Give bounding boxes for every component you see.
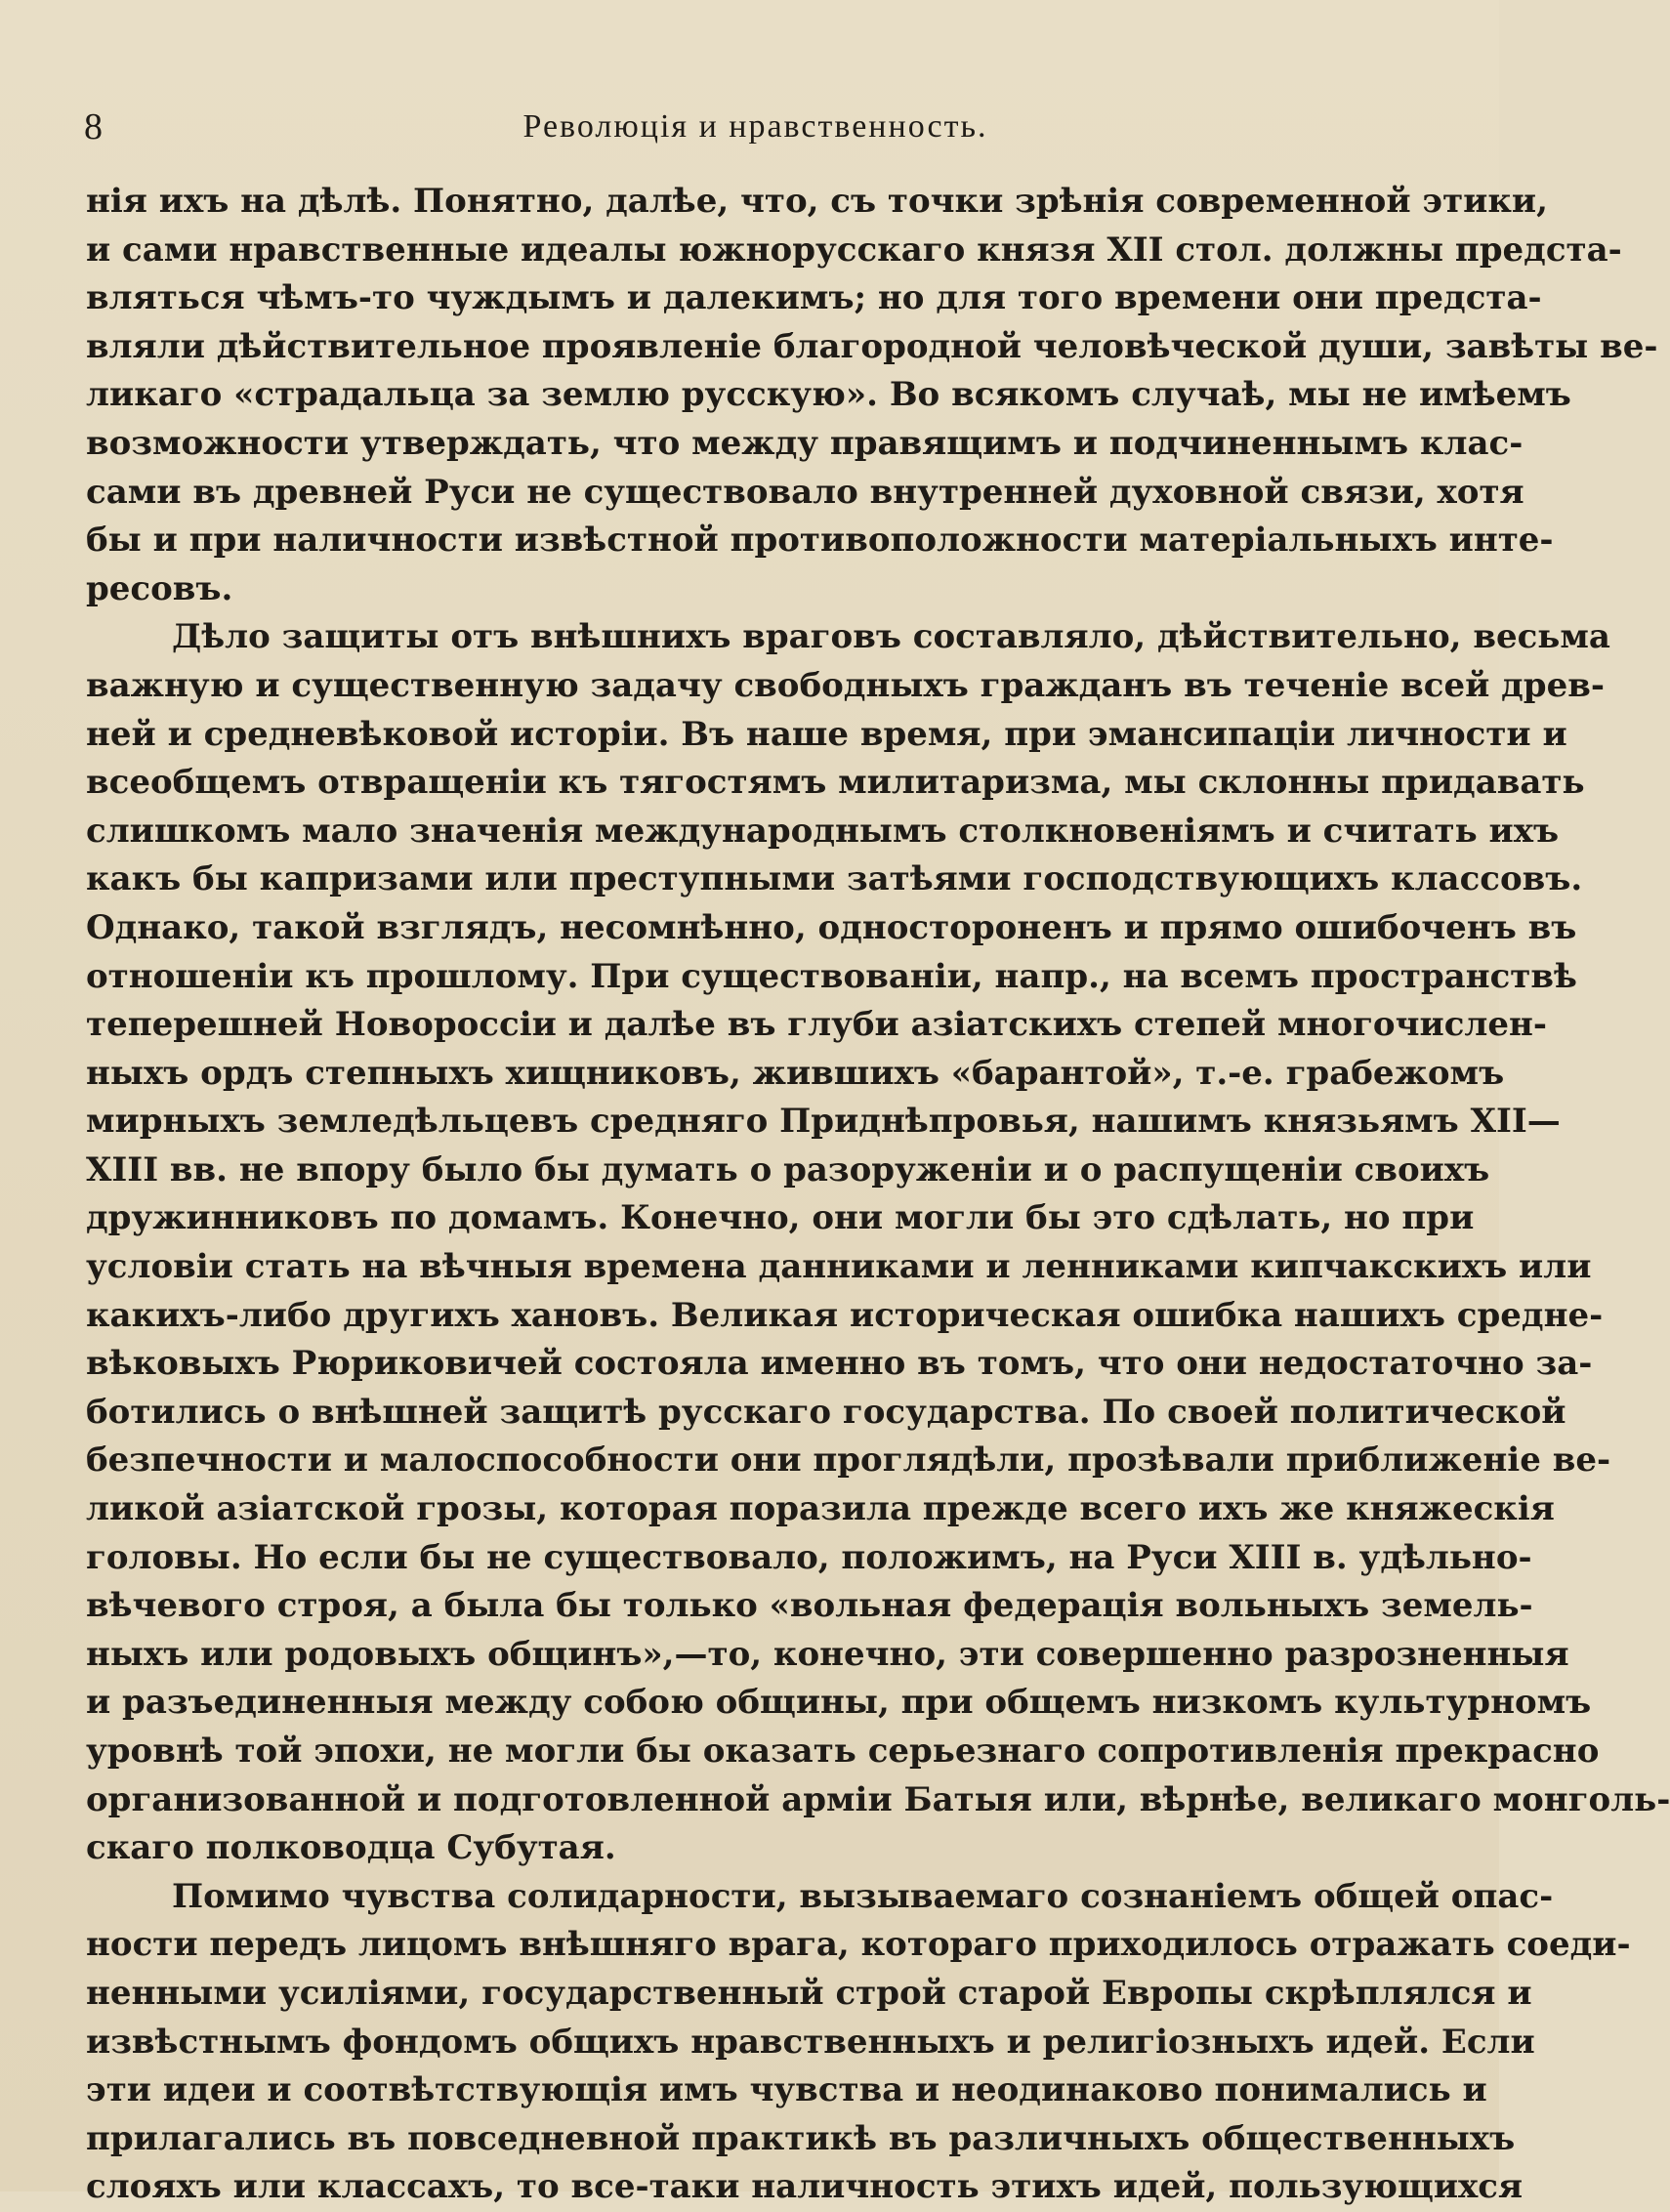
- text-line: вѣчевого строя, а была бы только «вольная федерація вольныхъ земель-: [86, 1586, 1533, 1626]
- text-line: возможности утверждать, что между правящимъ и подчиненнымъ клас-: [86, 423, 1524, 463]
- text-line: вѣковыхъ Рюриковичей состояла именно въ томъ, что они недостаточно за-: [86, 1344, 1593, 1384]
- text-line: организованной и подготовленной арміи Батыя или, вѣрнѣе, великаго монголь-: [86, 1779, 1670, 1819]
- text-line: извѣстнымъ фондомъ общихъ нравственныхъ и религіозныхъ идей. Если: [86, 2022, 1535, 2062]
- text-line: прилагались въ повседневной практикѣ въ различныхъ общественныхъ: [86, 2118, 1516, 2158]
- running-title: Революція и нравственность.: [522, 108, 988, 145]
- text-line: теперешней Новороссіи и далѣе въ глуби азіатскихъ степей многочислен-: [86, 1005, 1547, 1045]
- text-line: важную и существенную задачу свободныхъ гражданъ въ теченіе всей древ-: [86, 665, 1605, 705]
- text-line: головы. Но если бы не существовало, положимъ, на Руси XIII в. удѣльно-: [86, 1537, 1532, 1577]
- text-line: ресовъ.: [86, 568, 233, 608]
- text-line: какихъ-либо другихъ хановъ. Великая историческая ошибка нашихъ средне-: [86, 1295, 1604, 1335]
- text-line: нія ихъ на дѣлѣ. Понятно, далѣе, что, съ точки зрѣнія современной этики,: [86, 182, 1548, 221]
- text-line: всеобщемъ отвращеніи къ тягостямъ милитаризма, мы склонны придавать: [86, 763, 1585, 803]
- text-line: мирныхъ земледѣльцевъ средняго Приднѣпровья, нашимъ князьямъ XII—: [86, 1102, 1561, 1142]
- text-line: ненными усиліями, государственный строй старой Европы скрѣплялся и: [86, 1973, 1532, 2013]
- text-line: вляться чѣмъ-то чуждымъ и далекимъ; но для того времени они предста-: [86, 278, 1542, 318]
- text-line: ботились о внѣшней защитѣ русскаго государства. По своей политической: [86, 1392, 1566, 1432]
- text-line: ныхъ ордъ степныхъ хищниковъ, жившихъ «барантой», т.-е. грабежомъ: [86, 1053, 1505, 1093]
- text-line: XIII вв. не впору было бы думать о разоруженіи и о распущеніи своихъ: [86, 1149, 1490, 1189]
- text-line: и сами нравственные идеалы южнорусскаго князя XII стол. должны предста-: [86, 230, 1622, 270]
- text-line: Однако, такой взглядъ, несомнѣнно, односторонeнъ и прямо ошибоченъ въ: [86, 907, 1577, 947]
- text-line: вляли дѣйствительное проявленіе благородной человѣческой души, завѣты ве-: [86, 326, 1658, 366]
- text-line: условіи стать на вѣчныя времена данниками и ленниками кипчакскихъ или: [86, 1247, 1592, 1287]
- text-line: безпечности и малоспособности они проглядѣли, прозѣвали приближеніе ве-: [86, 1440, 1611, 1481]
- text-line: слишкомъ мало значенія международнымъ столкновеніямъ и считать ихъ: [86, 811, 1560, 851]
- text-line: ликаго «страдальца за землю русскую». Во всякомъ случаѣ, мы не имѣемъ: [86, 375, 1571, 415]
- text-line: ныхъ или родовыхъ общинъ»,—то, конечно, эти совершенно разрозненныя: [86, 1634, 1569, 1674]
- page-number: 8: [84, 106, 103, 147]
- text-line: и разъединенныя между собою общины, при общемъ низкомъ культурномъ: [86, 1683, 1592, 1723]
- text-line: уровнѣ той эпохи, не могли бы оказать серьезнаго сопротивленія прекрасно: [86, 1732, 1600, 1771]
- text-line: скаго полководца Субутая.: [86, 1828, 616, 1868]
- body-text: [86, 178, 1670, 2212]
- text-line: Дѣло защиты отъ внѣшнихъ враговъ составляло, дѣйствительно, весьма: [172, 617, 1610, 657]
- text-line: слояхъ или классахъ, то все-таки наличность этихъ идей, пользующихся: [86, 2167, 1524, 2207]
- text-line: ней и средневѣковой исторіи. Въ наше время, при эмансипаціи личности и: [86, 714, 1567, 754]
- text-line: ликой азіатской грозы, которая поразила прежде всего ихъ же княжескія: [86, 1489, 1555, 1529]
- text-line: дружинниковъ по домамъ. Конечно, они могли бы это сдѣлать, но при: [86, 1198, 1475, 1238]
- text-line: какъ бы капризами или преступными затѣями господствующихъ классовъ.: [86, 859, 1583, 899]
- text-line: эти идеи и соотвѣтствующія имъ чувства и неодинаково понимались и: [86, 2070, 1487, 2110]
- text-line: бы и при наличности извѣстной противоположности матеріальныхъ инте-: [86, 521, 1554, 561]
- text-line: ности передъ лицомъ внѣшняго врага, котораго приходилось отражать соеди-: [86, 1925, 1631, 1965]
- text-line: отношеніи къ прошлому. При существованіи, напр., на всемъ пространствѣ: [86, 956, 1577, 996]
- text-line: Помимо чувства солидарности, вызываемаго сознаніемъ общей опас-: [172, 1876, 1554, 1916]
- page-header: [84, 98, 1427, 156]
- text-line: сами въ древней Руси не существовало внутренней духовной связи, хотя: [86, 472, 1524, 512]
